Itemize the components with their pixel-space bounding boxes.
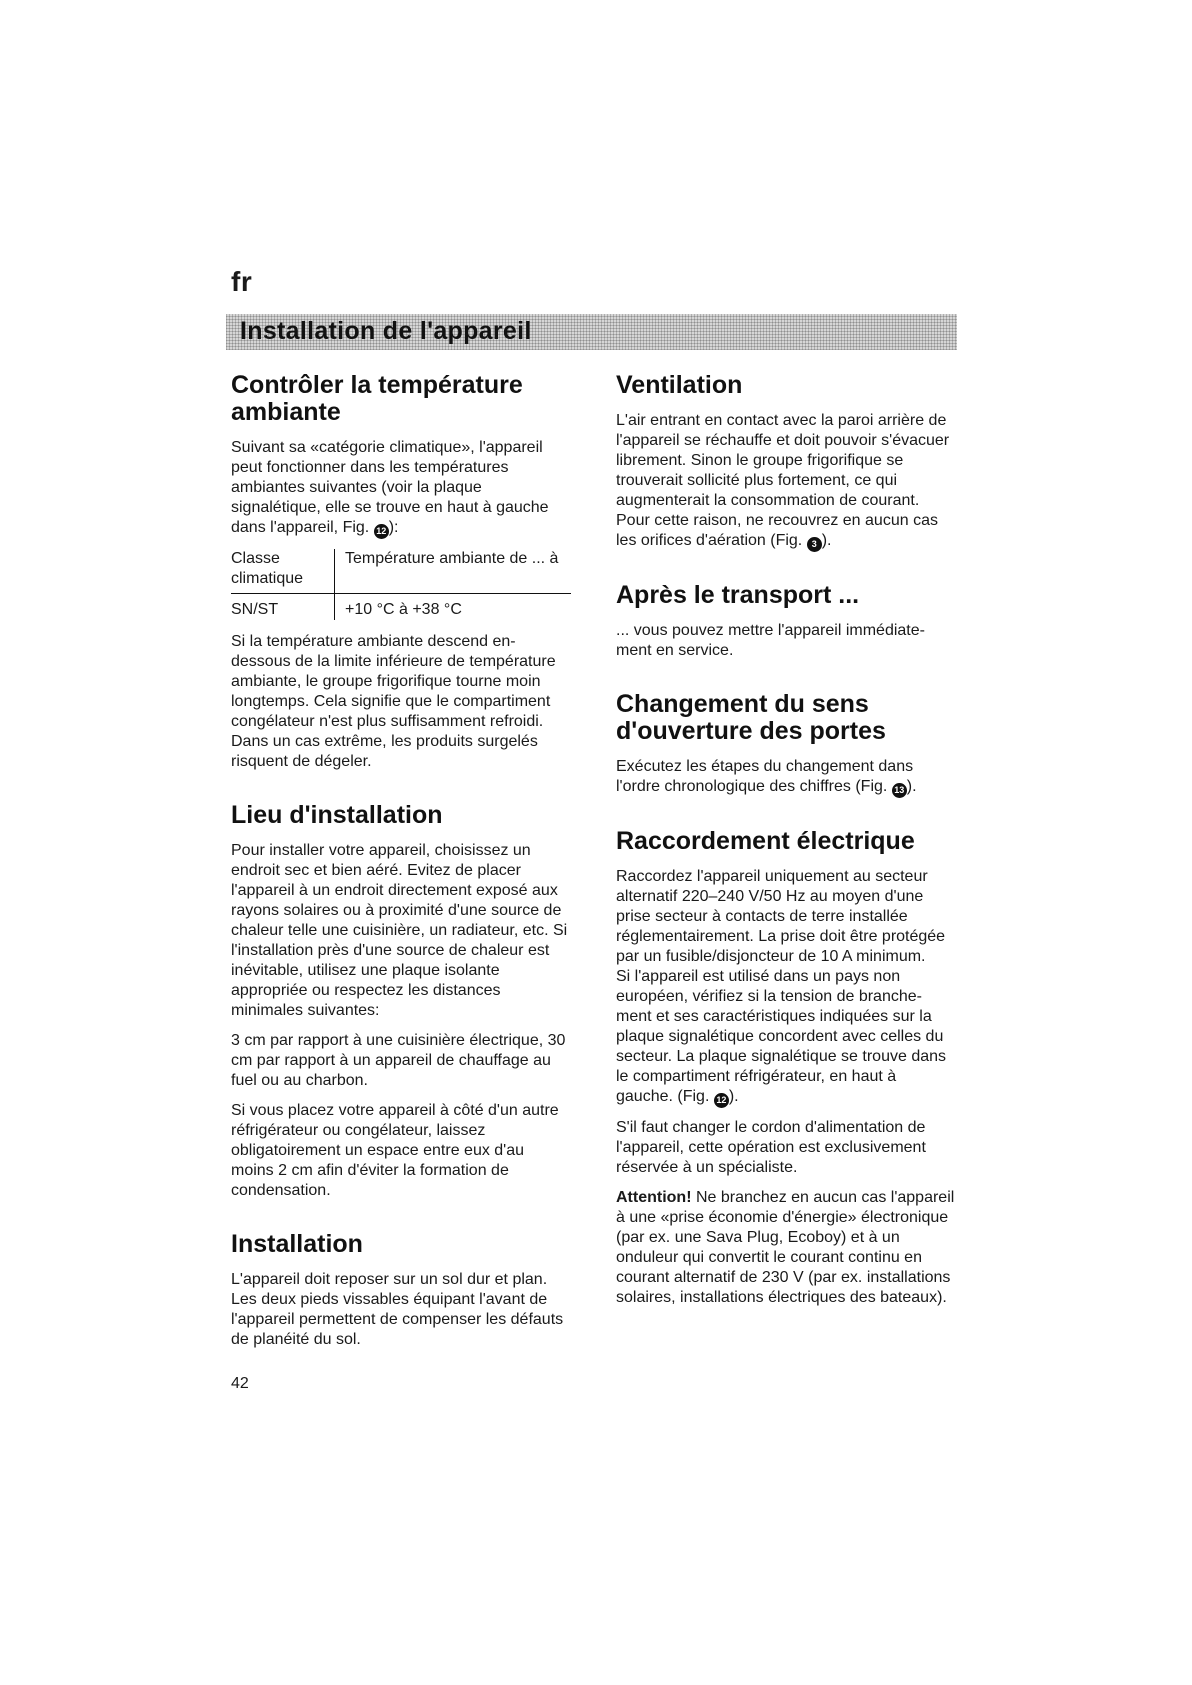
installation-paragraph: L'appareil doit reposer sur un sol dur et plan. Les deux pieds vissables équipant l'avant de l'appareil permettent de compenser les défauts de planéité du sol. [231,1271,564,1348]
figure-number-badge: 3 [807,537,822,552]
transport-paragraph: ... vous pouvez mettre l'appareil immédiate-ment en service. [616,622,925,659]
left-column [231,372,571,1360]
ventilation-text: L'air entrant en contact avec la paroi arrière de l'appareil se réchauffe et doit pouvoir s'évacuer librement. Sinon le groupe frigorifique se trouverait sollicité plus fortement, ce qui augmenterait la consommation de courant. Pour cette raison, ne recouvrez en aucun cas les orifices d'aération (Fig. [616,412,950,549]
ventilation-end: ). [821,532,832,549]
page-number: 42 [231,1375,249,1392]
electrical-paragraph-3: S'il faut changer le cordon d'alimentation de l'appareil, cette opération est exclusivement réservée à un spécialiste. [616,1119,926,1176]
location-heading: Lieu d'installation [231,801,443,829]
transport-heading: Après le transport ... [616,581,860,609]
temperature-intro-end: ): [388,519,399,536]
temperature-intro-text: Suivant sa «catégorie climatique», l'appareil peut fonctionner dans les températures ambiantes suivantes (voir la plaque signalétique, elle se trouve en haut à gauche dans l'appareil, Fig. [231,439,549,536]
electrical-paragraph-1 [616,867,956,1108]
section-spacer [616,671,956,691]
figure-number-badge: 12 [714,1093,729,1108]
electrical-attention-paragraph [616,1188,956,1308]
climate-range-value: +10 °C à +38 °C [345,601,462,618]
section-banner [226,314,957,350]
ventilation-paragraph [616,411,956,552]
electrical-heading: Raccordement électrique [616,827,915,855]
climate-class-table [231,549,571,620]
door-reversal-heading: Changement du sens d'ouverture des portes [616,690,886,745]
location-paragraph-2: 3 cm par rapport à une cuisinière électrique, 30 cm par rapport à un appareil de chauffage au fuel ou au charbon. [231,1032,566,1089]
section-spacer [616,808,956,828]
section-spacer [231,782,571,802]
door-reversal-paragraph [616,757,956,798]
language-code: fr [231,266,253,297]
paragraph-spacer [616,1108,956,1118]
electrical-text-2-end: ). [728,1088,739,1105]
climate-table-header [231,549,571,594]
attention-text: Ne branchez en aucun cas l'appareil à une «prise économie d'énergie» électronique (par ex. une Sava Plug, Ecoboy) et à un onduleur qui convertit le courant continu en courant alternatif de 230 V (par ex. installations solaires, installations électriques des bateaux). [616,1189,955,1306]
figure-number-badge: 12 [374,524,389,539]
door-reversal-end: ). [906,778,917,795]
climate-header-class: Classe climatique [231,549,335,594]
electrical-text-2: Si l'appareil est utilisé dans un pays non européen, vérifiez si la tension de branche-ment et ses caractéristiques indiquées sur la plaque signalétique concordent avec celles du secteur. La plaque signalétique se trouve dans le compartiment réfrigérateur, en haut à gauche. (Fig. [616,968,947,1105]
section-title: Installation de l'appareil [240,317,532,345]
climate-table-row [231,594,571,621]
right-column [616,372,956,1318]
climate-class-value: SN/ST [231,594,335,621]
location-paragraph-1: Pour installer votre appareil, choisissez un endroit sec et bien aéré. Evitez de placer l'appareil à un endroit directement exposé aux rayons solaires ou à proximité d'une source de chaleur telle une cuisinière, un radiateur, etc. Si l'installation près d'une source de chaleur est inévitable, utilisez une plaque isolante appropriée ou respectez les distances minimales suivantes: [231,842,568,1019]
temperature-note: Si la température ambiante descend en-dessous de la limite inférieure de température ambiante, le groupe frigorifique tourne moin longtemps. Cela signifie que le compartiment congélateur n'est plus suffisamment refroidi. Dans un cas extrême, les produits surgelés risquent de dégeler. [231,633,556,770]
temperature-intro [231,438,571,539]
section-spacer [616,562,956,582]
attention-label: Attention! [616,1189,692,1206]
ventilation-heading: Ventilation [616,371,743,399]
temperature-heading: Contrôler la température ambiante [231,371,523,426]
figure-number-badge: 13 [892,783,907,798]
electrical-text-1: Raccordez l'appareil uniquement au secteur alternatif 220–240 V/50 Hz au moyen d'une prise secteur à contacts de terre installée réglementairement. La prise doit être protégée par un fusible/disjoncteur de 10 A minimum. [616,868,946,965]
door-reversal-text: Exécutez les étapes du changement dans l'ordre chronologique des chiffres (Fig. [616,758,914,795]
climate-header-range: Température ambiante de ... à [335,549,572,594]
location-paragraph-3: Si vous placez votre appareil à côté d'un autre réfrigérateur ou congélateur, laissez obligatoirement un espace entre eux d'au moins 2 cm afin d'éviter la formation de condensation. [231,1102,559,1199]
installation-heading: Installation [231,1230,363,1258]
section-spacer [231,1211,571,1231]
